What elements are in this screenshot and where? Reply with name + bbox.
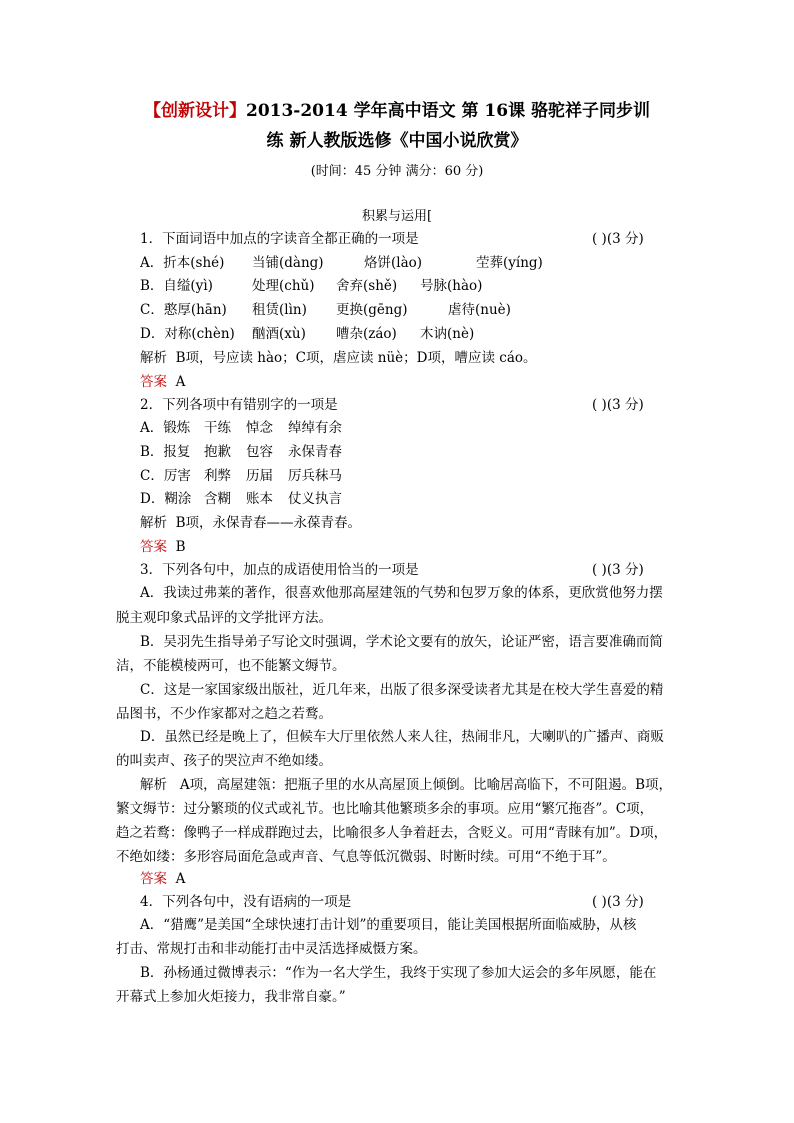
q2-option-d-4: 仗义执言: [288, 491, 342, 507]
q2-option-a-2: 干练: [204, 420, 231, 436]
q2-option-b-4: 永保青春: [288, 444, 342, 460]
document-title-line2: 练 新人教版选修《中国小说欣赏》: [266, 131, 528, 151]
q2-option-d-3: 账本: [246, 491, 273, 507]
q1-option-c-1: C．憨厚(hān): [140, 302, 227, 318]
q3-text-line: 脱主观印象式品评的文学批评方法。: [116, 610, 332, 626]
document-title-line1: [0, 96, 794, 121]
q2-option-b-3: 包容: [246, 444, 273, 460]
q2-analysis: [140, 514, 361, 532]
q3-text-line: C．这是一家国家级出版社，近几年来，出版了很多深受读者尤其是在校大学生喜爱的精: [140, 682, 664, 698]
question-4-stem: 4．下列各句中，没有语病的一项是: [140, 894, 352, 910]
answer-value: B: [175, 539, 186, 555]
q3-analysis-line: 不绝如缕：多形容局面危急或声音、气息等低沉微弱、时断时续。可用“不绝于耳”。: [116, 849, 616, 865]
q1-option-c-4: 虐待(nuè): [448, 302, 511, 318]
analysis-text: B项，号应读 hào；C项，虐应读 nüè；D项，嘈应读 cáo。: [175, 350, 537, 366]
q3-answer: [140, 870, 185, 888]
answer-value: A: [175, 871, 186, 887]
q1-answer: [140, 373, 185, 391]
q1-option-b-3: 舍弃(shě): [336, 278, 398, 294]
q3-text-line: D．虽然已经是晚上了，但候车大厅里依然人来人往，热闹非凡，大喇叭的广播声、商贩: [140, 729, 664, 745]
question-1-stem: 1．下面词语中加点的字读音全都正确的一项是: [140, 231, 419, 247]
section-title: 积累与运用[: [361, 209, 433, 224]
q1-option-d-2: 酗酒(xù): [252, 326, 306, 342]
q3-analysis-line: 趋之若鹜：像鸭子一样成群跑过去，比喻很多人争着赶去，含贬义。可用“青睐有加”。D项，: [116, 825, 668, 841]
q4-text-line: A．“猎鹰”是美国“全球快速打击计划”的重要项目，能让美国根据所面临威胁，从核: [140, 917, 637, 933]
q2-option-b-2: 抱歉: [204, 444, 231, 460]
q2-option-c-3: 历届: [246, 468, 273, 484]
q1-option-b-4: 号脉(hào): [420, 278, 483, 294]
answer-label: 答案: [140, 539, 167, 555]
question-3-mark: ( )(3 分): [592, 562, 644, 578]
q1-option-c-3: 更换(gēng): [336, 302, 408, 318]
q1-option-d-4: 木讷(nè): [420, 326, 475, 342]
q2-option-c-4: 厉兵秣马: [288, 468, 342, 484]
q2-option-c-1: C．厉害: [140, 468, 191, 484]
q2-answer: [140, 538, 186, 556]
q4-text-line: 打击、常规打击和非动能打击中灵活选择威慑方案。: [116, 941, 427, 957]
q1-option-c-2: 租赁(lìn): [252, 302, 307, 318]
q2-option-a-3: 悼念: [246, 420, 273, 436]
q2-option-d-1: D．糊涂: [140, 491, 192, 507]
q4-text-line: B．孙杨通过微博表示：“作为一名大学生，我终于实现了参加大运会的多年夙愿，能在: [140, 965, 657, 981]
q1-option-a-2: 当铺(dàng): [252, 255, 324, 271]
answer-label: 答案: [140, 871, 167, 887]
q3-analysis-line: 繁文缛节：过分繁琐的仪式或礼节。也比喻其他繁琐多余的事项。应用“繁冗拖沓”。C项，: [116, 801, 654, 817]
analysis-text: B项，永保青春——永葆青春。: [175, 515, 362, 531]
q2-option-a-4: 绰绰有余: [288, 420, 342, 436]
q1-option-b-2: 处理(chǔ): [252, 278, 315, 294]
q3-text-line: B．吴羽先生指导弟子写论文时强调，学术论文要有的放矢，论证严密，语言要准确而简: [140, 634, 663, 650]
q3-analysis: [140, 776, 672, 794]
analysis-text: A项，高屋建瓴：把瓶子里的水从高屋顶上倾倒。比喻居高临下，不可阻遏。B项，: [179, 777, 673, 793]
question-2-stem: 2．下列各项中有错别字的一项是: [140, 397, 338, 413]
analysis-label: 解析: [140, 777, 167, 793]
analysis-label: 解析: [140, 350, 167, 366]
analysis-label: 解析: [140, 515, 167, 531]
q2-option-b-1: B．报复: [140, 444, 191, 460]
q1-option-a-1: A．折本(shé): [140, 255, 225, 271]
q2-option-a-1: A．锻炼: [140, 420, 191, 436]
q2-option-c-2: 利弊: [204, 468, 231, 484]
question-1-mark: ( )(3 分): [592, 231, 644, 247]
question-2-mark: ( )(3 分): [592, 397, 644, 413]
q3-text-line: A．我读过弗莱的著作，很喜欢他那高屋建瓴的气势和包罗万象的体系，更欣赏他努力摆: [140, 585, 663, 601]
title-bracket: 【创新设计】: [143, 101, 246, 121]
q1-option-a-3: 烙饼(lào): [364, 255, 423, 271]
q1-option-d-3: 嘈杂(záo): [336, 326, 397, 342]
q4-text-line: 开幕式上参加火炬接力，我非常自豪。”: [116, 989, 346, 1005]
q3-text-line: 品图书，不少作家都对之趋之若鹜。: [116, 706, 332, 722]
question-4-mark: ( )(3 分): [592, 894, 644, 910]
exam-meta: (时间：45 分钟 满分：60 分): [310, 164, 484, 179]
title-text: 2013-2014 学年高中语文 第 16课 骆驼祥子同步训: [245, 101, 650, 121]
q1-option-a-4: 茔葬(yíng): [476, 255, 543, 271]
q2-option-d-2: 含糊: [204, 491, 231, 507]
q1-analysis: [140, 349, 537, 367]
q1-option-d-1: D．对称(chèn): [140, 326, 235, 342]
answer-label: 答案: [140, 374, 167, 390]
answer-value: A: [175, 374, 186, 390]
q3-text-line: 的叫卖声、孩子的哭泣声不绝如缕。: [116, 753, 332, 769]
q1-option-b-1: B．自缢(yì): [140, 278, 213, 294]
question-3-stem: 3．下列各句中，加点的成语使用恰当的一项是: [140, 562, 419, 578]
q3-text-line: 洁，不能模棱两可，也不能繁文缛节。: [116, 658, 346, 674]
